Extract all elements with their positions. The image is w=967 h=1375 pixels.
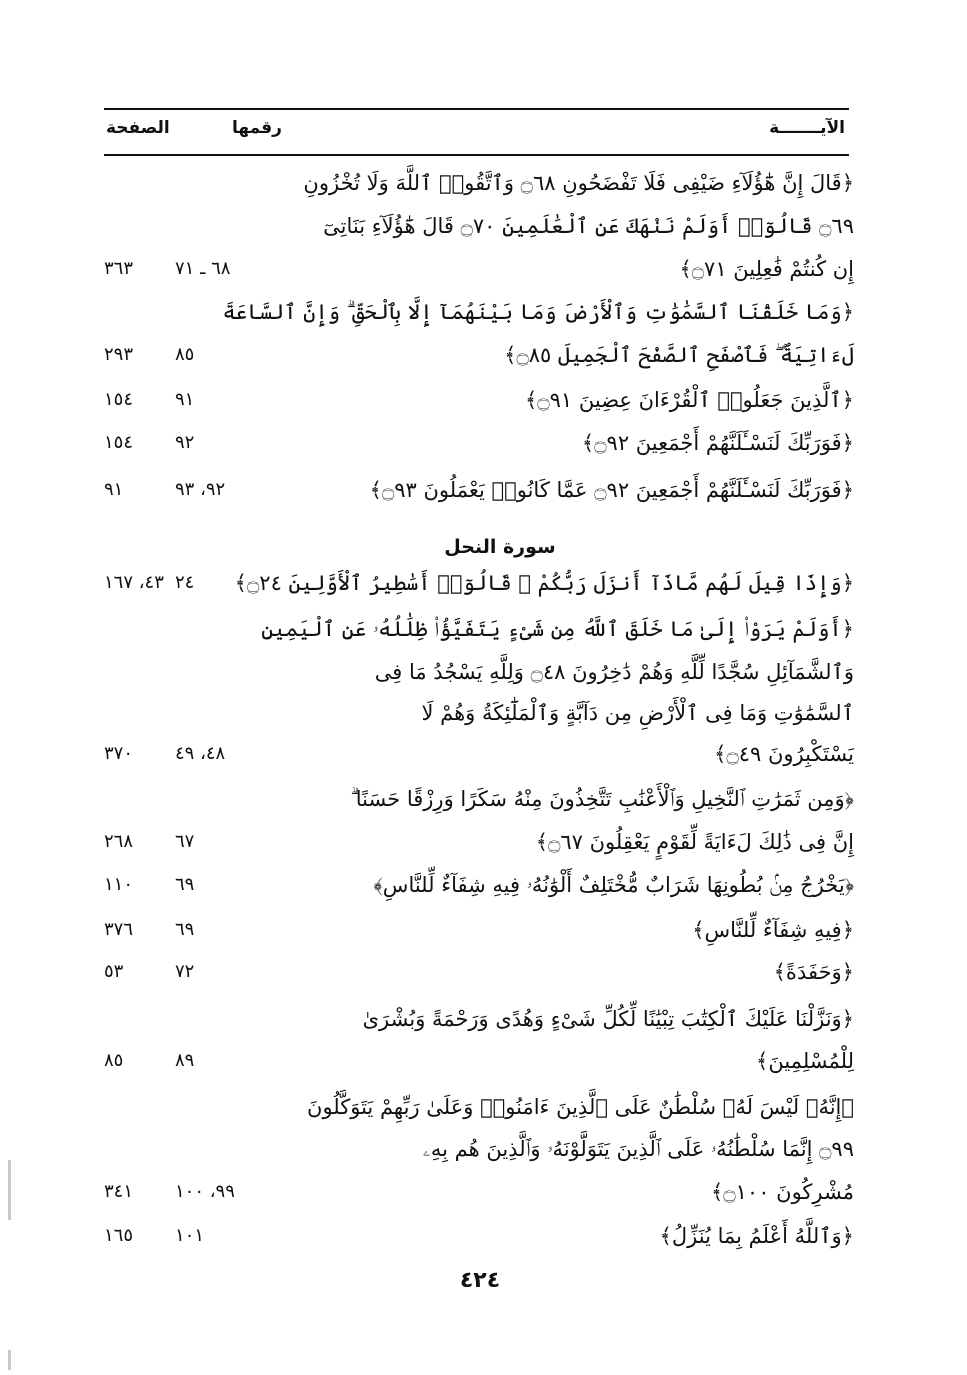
verse-line: ﴿وَمِن ثَمَرَٰتِ ٱلنَّخِيلِ وَٱلْأَعْنَٰبِ تَتَّخِذُونَ مِنْهُ سَكَرًا وَرِزْقًا حَسَنًا ۗ [350, 787, 854, 811]
verse-number: ٩١ [175, 389, 195, 410]
page-ref: ٢٦٨ [104, 831, 134, 852]
verse-line: ﴿ٱلَّذِينَ جَعَلُوا۟ ٱلْقُرْءَانَ عِضِينَ ۝٩١﴾ [525, 388, 854, 412]
verse-line: إِنَّ فِى ذَٰلِكَ لَءَايَةً لِّقَوْمٍ يَعْقِلُونَ ۝٦٧﴾ [535, 830, 854, 854]
verse-line: ۝٦٩ قَالُوٓا۟ أَوَلَمْ نَنْهَكَ عَنِ ٱلْعَٰلَمِينَ ۝٧٠ قَالَ هَٰٓؤُلَآءِ بَنَاتِىٓ [323, 214, 854, 238]
page-ref: ٣٦٣ [104, 258, 134, 279]
page-ref: ١١٠ [104, 874, 134, 895]
page-ref: ١٥٤ [104, 389, 134, 410]
verse-line: لَءَاتِيَةٌ ۖ فَٱصْفَحِ ٱلصَّفْحَ ٱلْجَمِيلَ ۝٨٥﴾ [504, 343, 854, 367]
verse-line: وَٱلشَّمَآئِلِ سُجَّدًا لِّلَّهِ وَهُمْ دَٰخِرُونَ ۝٤٨ وَلِلَّهِ يَسْجُدُ مَا فِى [374, 660, 854, 684]
verse-line: ﴿وَحَفَدَةً﴾ [773, 960, 854, 984]
verse-line: ﴿وَٱللَّهُ أَعْلَمُ بِمَا يُنَزِّلُ﴾ [659, 1224, 854, 1248]
page-ref: ٥٣ [104, 961, 124, 982]
verse-line: ﴿وَإِذَا قِيلَ لَهُم مَّاذَآ أَنزَلَ رَبُّكُمْ ۙ قَالُوٓا۟ أَسَٰطِيرُ ٱلْأَوَّلِينَ ۝٢٤﴾ [234, 571, 854, 595]
verse-line: ﴿فَوَرَبِّكَ لَنَسْـَٔلَنَّهُمْ أَجْمَعِينَ ۝٩٢ عَمَّا كَانُوا۟ يَعْمَلُونَ ۝٩٣﴾ [369, 478, 854, 502]
verse-number: ٦٧ [175, 831, 195, 852]
number-column-header: رقمها [232, 118, 282, 138]
page-ref: ٤٣، ١٦٧ [104, 572, 164, 593]
verse-number: ٦٩ [175, 874, 195, 895]
verse-number: ٩٩، ١٠٠ [175, 1181, 235, 1202]
verse-number: ٤٨، ٤٩ [175, 743, 226, 764]
verse-number: ٦٩ [175, 919, 195, 940]
page-ref: ٨٥ [104, 1050, 124, 1071]
verse-number: ٩٢، ٩٣ [175, 479, 226, 500]
verse-line: ﴿قَالَ إِنَّ هَٰٓؤُلَآءِ ضَيْفِى فَلَا تَفْضَحُونِ ۝٦٨ وَٱتَّقُوا۟ ٱللَّهَ وَلَا تُخْزُونِ [303, 171, 854, 195]
verse-line: ٱلسَّمَٰوَٰتِ وَمَا فِى ٱلْأَرْضِ مِن دَآبَّةٍ وَٱلْمَلَٰٓئِكَةُ وَهُمْ لَا [421, 701, 854, 725]
verse-line: ﴿فَوَرَبِّكَ لَنَسْـَٔلَنَّهُمْ أَجْمَعِينَ ۝٩٢﴾ [581, 431, 854, 455]
verse-line: ﴿إِنَّهُۥ لَيْسَ لَهُۥ سُلْطَٰنٌ عَلَى ٱلَّذِينَ ءَامَنُوا۟ وَعَلَىٰ رَبِّهِمْ يَتَوَكَّلُونَ [307, 1095, 854, 1119]
page-ref: ٣٤١ [104, 1181, 134, 1202]
verse-line: ﴿أَوَلَمْ يَرَوْا۟ إِلَىٰ مَا خَلَقَ ٱللَّهُ مِن شَىْءٍ يَتَفَيَّؤُا۟ ظِلَٰلُهُۥ عَنِ ٱلْيَمِينِ [261, 617, 854, 641]
verse-number: ٢٤ [175, 572, 195, 593]
page-ref: ١٥٤ [104, 432, 134, 453]
scan-margin-mark [8, 1160, 11, 1220]
scan-margin-mark [8, 1350, 11, 1370]
page-ref: ٣٧٦ [104, 919, 134, 940]
verse-line: ﴿وَنَزَّلْنَا عَلَيْكَ ٱلْكِتَٰبَ تِبْيَٰنًا لِّكُلِّ شَىْءٍ وَهُدًى وَرَحْمَةً وَبُشْرَىٰ [362, 1007, 854, 1031]
surah-title: سورة النحل [444, 536, 556, 558]
page-ref: ٣٧٠ [104, 743, 134, 764]
page-number: ٤٢٤ [459, 1268, 501, 1293]
verse-number: ٩٢ [175, 432, 195, 453]
verse-number: ٨٥ [175, 344, 195, 365]
verse-number: ٦٨ ـ ٧١ [175, 258, 231, 279]
verse-line: مُشْرِكُونَ ۝١٠٠﴾ [711, 1180, 854, 1204]
page-column-header: الصفحة [106, 118, 170, 138]
page-ref: ١٦٥ [104, 1225, 134, 1246]
verse-line: ﴿يَخْرُجُ مِنۢ بُطُونِهَا شَرَابٌ مُّخْتَلِفٌ أَلْوَٰنُهُۥ فِيهِ شِفَآءٌ لِّلنَّاسِ﴾ [373, 873, 854, 897]
verse-number: ٨٩ [175, 1050, 195, 1071]
verse-line: ۝٩٩ إِنَّمَا سُلْطَٰنُهُۥ عَلَى ٱلَّذِينَ يَتَوَلَّوْنَهُۥ وَٱلَّذِينَ هُم بِهِۦ [422, 1137, 854, 1161]
verse-line: لِلْمُسْلِمِينَ﴾ [756, 1049, 854, 1073]
verse-line: يَسْتَكْبِرُونَ ۝٤٩﴾ [714, 742, 854, 766]
page-ref: ٢٩٣ [104, 344, 134, 365]
aya-column-header: الآيـــــــة [769, 118, 845, 138]
verse-number: ٧٢ [175, 961, 195, 982]
page-ref: ٩١ [104, 479, 124, 500]
verse-line: ﴿فِيهِ شِفَآءٌ لِّلنَّاسِ﴾ [692, 918, 854, 942]
verse-line: إِن كُنتُمْ فَٰعِلِينَ ۝٧١﴾ [679, 257, 854, 281]
verse-number: ١٠١ [175, 1225, 205, 1246]
verse-line: ﴿وَمَا خَلَقْنَا ٱلسَّمَٰوَٰتِ وَٱلْأَرْضَ وَمَا بَيْنَهُمَآ إِلَّا بِٱلْحَقِّ ۗ وَإِنَّ ٱلسَّاعَةَ [222, 300, 854, 324]
